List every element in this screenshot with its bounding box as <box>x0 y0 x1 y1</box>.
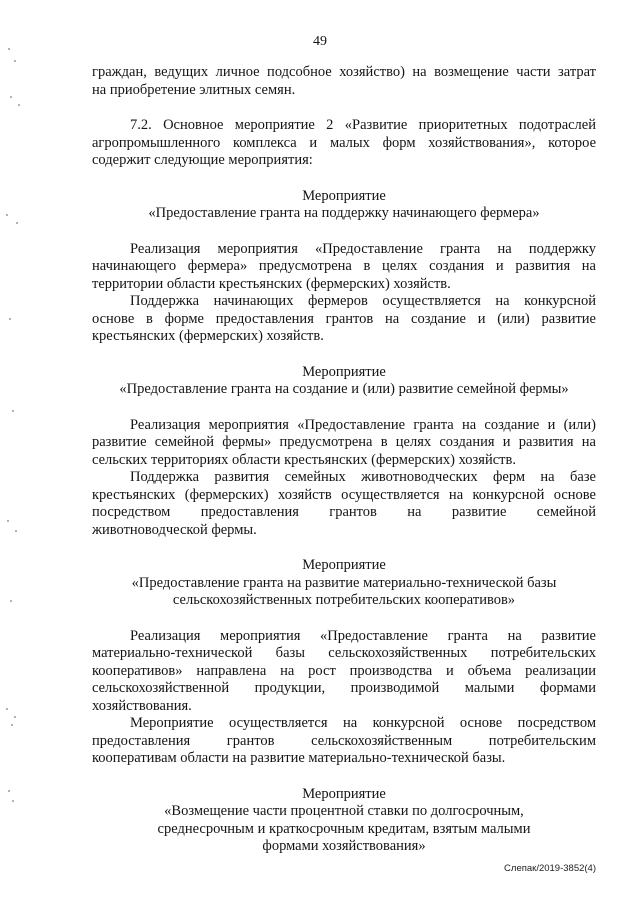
text-line: сельских территориях области крестьянских (фермерских) хозяйств. <box>92 451 516 468</box>
text-line: Поддержка начинающих фермеров осуществляется на конкурсной <box>130 293 596 309</box>
text-line: посредством предоставления грантов на развитие семейной <box>92 504 596 520</box>
text-line: Реализация мероприятия «Предоставление гранта на развитие <box>130 627 596 644</box>
text-line: крестьянских (фермерских) хозяйств осуществляется на конкурсной основе <box>92 486 596 503</box>
text-line: предоставления грантов сельскохозяйственным потребительским <box>92 732 596 749</box>
heading-line: «Возмещение части процентной ставки по долгосрочным, <box>164 803 524 819</box>
heading-line: Мероприятие <box>302 557 386 573</box>
text-line: Реализация мероприятия «Предоставление гранта на создание и (или) <box>130 416 596 433</box>
block-spacer <box>92 99 596 117</box>
heading-line: Мероприятие <box>302 785 386 802</box>
text-line: развитие семейной фермы» предусмотрена в целях создания и развития на <box>92 434 596 450</box>
text-line: содержит следующие мероприятия: <box>92 152 313 168</box>
document-code: Слепак/2019-3852(4) <box>504 863 596 874</box>
heading-line: среднесрочным и краткосрочным кредитам, взятым малыми <box>157 820 531 837</box>
text-line: основе в форме предоставления грантов на создание и (или) развитие <box>92 310 596 327</box>
text-line: Реализация мероприятия «Предоставление гранта на поддержку <box>130 240 596 257</box>
text-line: кооперативам области на развитие материально-технической базы. <box>92 750 506 766</box>
text-line: начинающего фермера» предусмотрена в целях создания и развития на <box>92 258 596 274</box>
text-line: крестьянских (фермерских) хозяйств. <box>92 328 324 344</box>
block-spacer <box>92 170 596 188</box>
text-line: Поддержка развития семейных животноводческих ферм на базе <box>130 469 596 485</box>
text-line: Мероприятие осуществляется на конкурсной основе посредством <box>130 715 596 731</box>
heading-line: формами хозяйствования» <box>262 838 426 854</box>
section-heading <box>92 364 596 399</box>
paragraph <box>92 628 596 716</box>
heading-line: «Предоставление гранта на поддержку начинающего фермера» <box>148 205 540 221</box>
text-line: хозяйствования. <box>92 697 192 714</box>
paragraph <box>92 117 596 170</box>
page-number: 49 <box>313 34 327 49</box>
section-heading <box>92 557 596 610</box>
heading-line: сельскохозяйственных потребительских кооперативов» <box>172 592 516 608</box>
block-spacer <box>92 610 596 628</box>
section-heading <box>92 786 596 856</box>
paragraph <box>92 241 596 294</box>
heading-line: «Предоставление гранта на создание и (или) развитие семейной фермы» <box>119 381 569 397</box>
block-spacer <box>92 399 596 417</box>
text-line: территории области крестьянских (фермерских) хозяйств. <box>92 275 451 292</box>
heading-line: «Предоставление гранта на развитие материально-технической базы <box>131 574 557 591</box>
block-spacer <box>92 223 596 241</box>
text-line: на приобретение элитных семян. <box>92 81 296 98</box>
block-spacer <box>92 539 596 557</box>
paragraph <box>92 469 596 539</box>
block-spacer <box>92 346 596 364</box>
text-line: материально-технической базы сельскохозяйственных потребительских <box>92 645 596 661</box>
text-line: граждан, ведущих личное подсобное хозяйство) на возмещение части затрат <box>92 64 596 80</box>
paragraph <box>92 715 596 768</box>
heading-line: Мероприятие <box>302 187 386 204</box>
document-body <box>92 64 596 856</box>
text-line: агропромышленного комплекса и малых форм хозяйствования», которое <box>92 134 596 151</box>
text-line: сельскохозяйственной продукции, производимой малыми формами <box>92 680 596 696</box>
text-line: кооперативов» направлена на рост производства и объема реализации <box>92 662 596 679</box>
text-line: 7.2. Основное мероприятие 2 «Развитие приоритетных подотраслей <box>130 117 596 133</box>
heading-line: Мероприятие <box>302 363 386 380</box>
text-line: животноводческой фермы. <box>92 521 257 538</box>
paragraph <box>92 417 596 470</box>
section-heading <box>92 188 596 223</box>
scan-margin-specks <box>0 0 30 905</box>
block-spacer <box>92 768 596 786</box>
paragraph <box>92 293 596 346</box>
paragraph <box>92 64 596 99</box>
